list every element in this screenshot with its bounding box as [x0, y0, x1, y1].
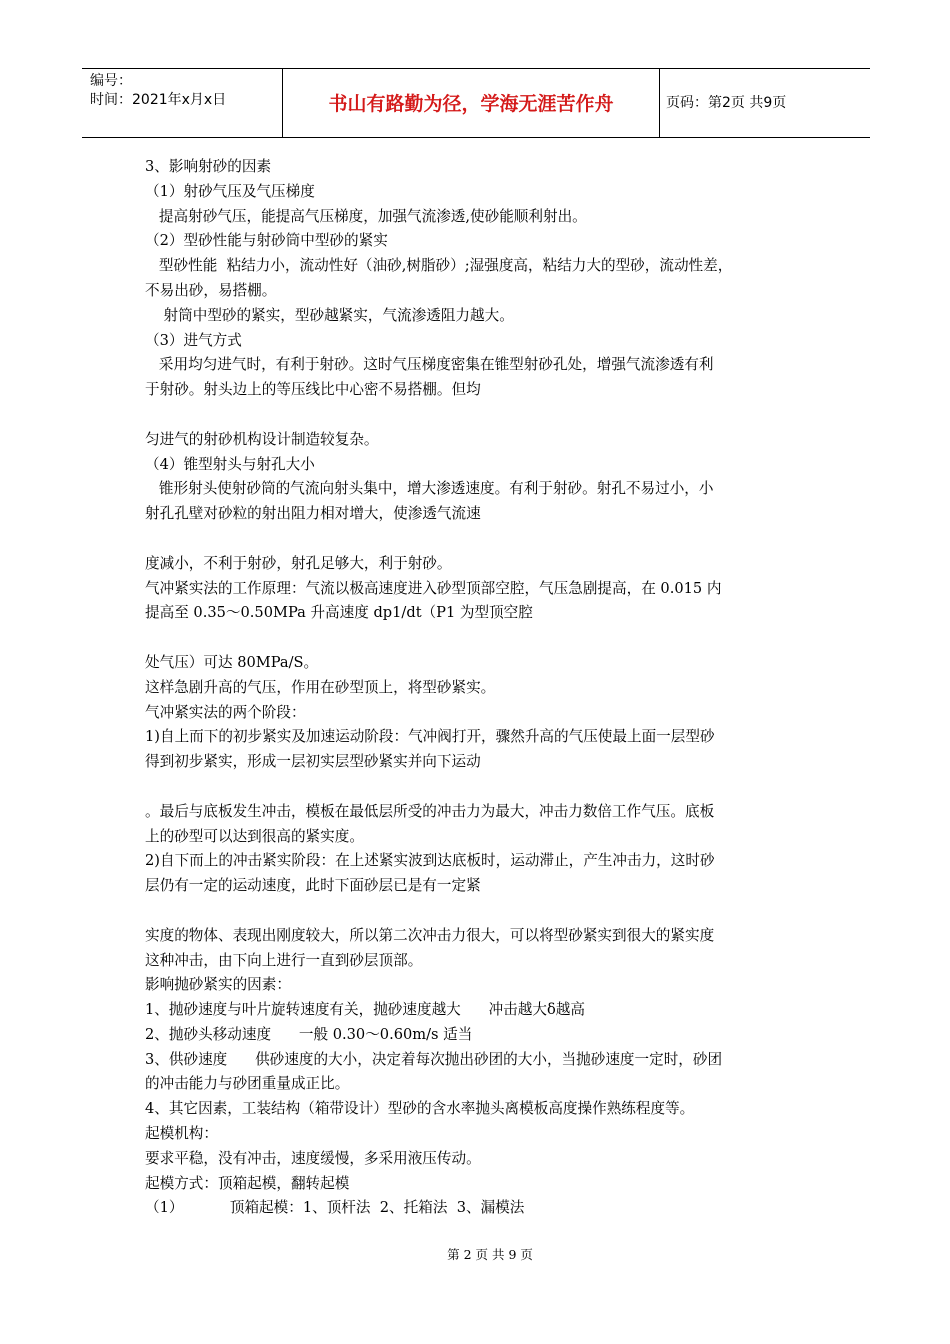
body-text-line: 匀进气的射砂机构设计制造较复杂。 — [145, 430, 379, 448]
paragraph-gap — [145, 626, 810, 651]
body-text-line: 3、供砂速度 供砂速度的大小，决定着每次抛出砂团的大小，当抛砂速度一定时，砂团 — [145, 1050, 723, 1068]
paragraph-gap — [145, 403, 810, 428]
body-text-line: （3）进气方式 — [145, 331, 242, 349]
body-text-line: 要求平稳，没有冲击，速度缓慢，多采用液压传动。 — [145, 1149, 481, 1167]
body-text-line: 处气压）可达 80MPa/S。 — [145, 653, 319, 671]
body-text-line: 1、抛砂速度与叶片旋转速度有关，抛砂速度越大 冲击越大δ越高 — [145, 1001, 585, 1019]
body-text-line: 4、其它因素，工装结构（箱带设计）型砂的含水率抛头离模板高度操作熟练程度等。 — [145, 1100, 695, 1118]
body-text-line: 射筒中型砂的紧实，型砂越紧实，气流渗透阻力越大。 — [145, 306, 514, 324]
body-text-line: （4）锥型射头与射孔大小 — [145, 455, 315, 473]
body-text-line: 度减小，不利于射砂，射孔足够大，利于射砂。 — [145, 554, 452, 572]
body-text-line: 提高射砂气压，能提高气压梯度，加强气流渗透,使砂能顺利射出。 — [145, 207, 587, 225]
body-text-line: （2）型砂性能与射砂筒中型砂的紧实 — [145, 232, 388, 250]
body-text-line: 上的砂型可以达到很高的紧实度。 — [145, 827, 364, 845]
document-time-label: 时间：2021年x月x日 — [90, 92, 227, 108]
body-text-line: 3、影响射砂的因素 — [145, 158, 272, 175]
header-motto-cell — [283, 69, 660, 137]
body-text-line: 实度的物体、表现出刚度较大，所以第二次冲击力很大，可以将型砂紧实到很大的紧实度 — [145, 926, 715, 944]
body-text-line: 型砂性能 粘结力小，流动性好（油砂,树脂砂）;湿强度高，粘结力大的型砂，流动性差， — [145, 257, 733, 275]
page-footer: 第 2 页 共 9 页 — [447, 1247, 533, 1262]
body-text-line: 1)自上而下的初步紧实及加速运动阶段：气冲阀打开，骤然升高的气压使最上面一层型砂 — [145, 728, 715, 746]
document-body — [145, 155, 810, 1221]
body-text-line: 提高至 0.35～0.50MPa 升高速度 dp1/dt（P1 为型顶空腔 — [145, 604, 533, 622]
body-text-line: 锥形射头使射砂筒的气流向射头集中，增大渗透速度。有利于射砂。射孔不易过小，小 — [145, 480, 714, 498]
body-text-line: 2)自下而上的冲击紧实阶段：在上述紧实波到达底板时，运动滞止，产生冲击力，这时砂 — [145, 852, 715, 870]
document-number-label: 编号： — [90, 73, 132, 89]
header-motto: 书山有路勤为径，学海无涯苦作舟 — [328, 93, 614, 115]
body-text-line: 气冲紧实法的两个阶段： — [145, 703, 306, 721]
body-text-line: （1） 顶箱起模：1、顶杆法 2、托箱法 3、漏模法 — [145, 1199, 525, 1217]
header-page-info: 页码：第2页 共9页 — [666, 95, 787, 111]
body-text-line: 采用均匀进气时，有利于射砂。这时气压梯度密集在锥型射砂孔处，增强气流渗透有利 — [145, 356, 714, 374]
body-text-line: 气冲紧实法的工作原理：气流以极高速度进入砂型顶部空腔，气压急剧提高，在 0.015 内 — [145, 579, 722, 597]
header-meta-cell — [82, 69, 283, 137]
body-text-line: 层仍有一定的运动速度，此时下面砂层已是有一定紧 — [145, 877, 481, 895]
body-text-line: 不易出砂，易搭棚。 — [145, 281, 277, 299]
paragraph-gap — [145, 775, 810, 800]
body-text-line: 这种冲击，由下向上进行一直到砂层顶部。 — [145, 951, 423, 969]
body-text-line: 于射砂。射头边上的等压线比中心密不易搭棚。但均 — [145, 381, 481, 399]
header-page-cell — [660, 69, 870, 137]
body-text-line: 射孔孔壁对砂粒的射出阻力相对增大，使渗透气流速 — [145, 505, 481, 523]
paragraph-gap — [145, 527, 810, 552]
body-text-line: 影响抛砂紧实的因素： — [145, 976, 291, 994]
body-text-line: （1）射砂气压及气压梯度 — [145, 182, 315, 200]
body-text-line: 起模方式：顶箱起模，翻转起模 — [145, 1174, 350, 1192]
body-text-line: 这样急剧升高的气压，作用在砂型顶上，将型砂紧实。 — [145, 678, 496, 696]
body-text-line: 的冲击能力与砂团重量成正比。 — [145, 1075, 350, 1093]
body-text-line: 。最后与底板发生冲击，模板在最低层所受的冲击力为最大，冲击力数倍工作气压。底板 — [145, 802, 715, 820]
body-text-line: 2、抛砂头移动速度 一般 0.30～0.60m/s 适当 — [145, 1025, 473, 1043]
body-text-line: 得到初步紧实，形成一层初实层型砂紧实并向下运动 — [145, 753, 481, 771]
page-header — [82, 68, 870, 138]
body-text-line: 起模机构： — [145, 1125, 218, 1143]
paragraph-gap — [145, 899, 810, 924]
